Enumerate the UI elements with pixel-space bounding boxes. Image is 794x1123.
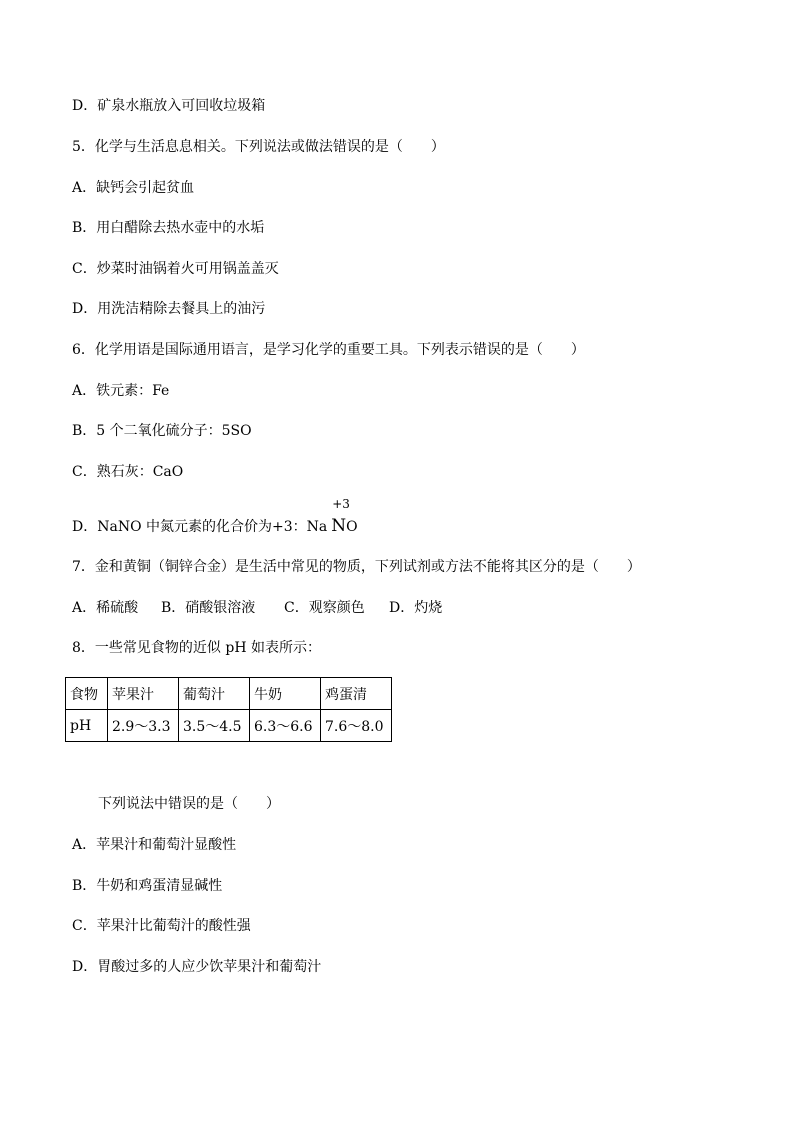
q8-option-d: D．胃酸过多的人应少饮苹果汁和葡萄汁 [72, 959, 322, 975]
table-header-cell: 牛奶 [250, 678, 321, 710]
q7-option-c: C．观察颜色 [284, 600, 365, 616]
q4-option-d: D．矿泉水瓶放入可回收垃圾箱 [72, 98, 266, 114]
ph-table [65, 677, 392, 742]
q8-option-b: B．牛奶和鸡蛋清显碱性 [72, 878, 223, 894]
valence-notation [331, 497, 358, 536]
table-cell: pH [66, 710, 108, 742]
q8-question: 下列说法中错误的是（ ） [98, 796, 280, 812]
q5-option-b: B．用白醋除去热水壶中的水垢 [72, 220, 265, 236]
q5-option-c: C．炒菜时油锅着火可用锅盖盖灭 [72, 261, 279, 277]
table-cell: 7.6～8.0 [321, 710, 392, 742]
table-header-cell: 鸡蛋清 [321, 678, 392, 710]
q5-option-d: D．用洗洁精除去餐具上的油污 [72, 301, 266, 317]
q7-option-a: A．稀硫酸 [72, 600, 139, 616]
q6-option-a: A．铁元素：Fe [72, 383, 170, 399]
q7-stem: 7．金和黄铜（铜锌合金）是生活中常见的物质，下列试剂或方法不能将其区分的是（ ） [72, 559, 641, 575]
q7-option-d: D．灼烧 [389, 600, 443, 616]
valence-charge: +3 [332, 497, 350, 511]
valence-oxygen: O [346, 519, 358, 535]
q6-stem: 6．化学用语是国际通用语言，是学习化学的重要工具。下列表示错误的是（ ） [72, 342, 585, 358]
table-cell: 2.9～3.3 [108, 710, 179, 742]
table-header-cell: 苹果汁 [108, 678, 179, 710]
q7-options [72, 599, 442, 617]
q5-stem: 5．化学与生活息息相关。下列说法或做法错误的是（ ） [72, 139, 445, 155]
table-header-cell: 葡萄汁 [179, 678, 250, 710]
q6-option-d [72, 497, 358, 536]
q6-option-d-text: D．NaNO 中氮元素的化合价为+3：Na [72, 519, 328, 535]
q7-option-b: B．硝酸银溶液 [161, 600, 256, 616]
valence-element: N [331, 516, 347, 536]
table-row [66, 710, 392, 742]
q8-option-c: C．苹果汁比葡萄汁的酸性强 [72, 918, 251, 934]
q8-option-a: A．苹果汁和葡萄汁显酸性 [72, 837, 237, 853]
table-row [66, 678, 392, 710]
q6-option-c: C．熟石灰：CaO [72, 464, 184, 480]
table-cell: 3.5～4.5 [179, 710, 250, 742]
table-header-cell: 食物 [66, 678, 108, 710]
q5-option-a: A．缺钙会引起贫血 [72, 180, 195, 196]
q6-option-b: B．5 个二氧化硫分子：5SO [72, 423, 252, 439]
q8-stem: 8．一些常见食物的近似 pH 如表所示： [72, 640, 321, 656]
table-cell: 6.3～6.6 [250, 710, 321, 742]
